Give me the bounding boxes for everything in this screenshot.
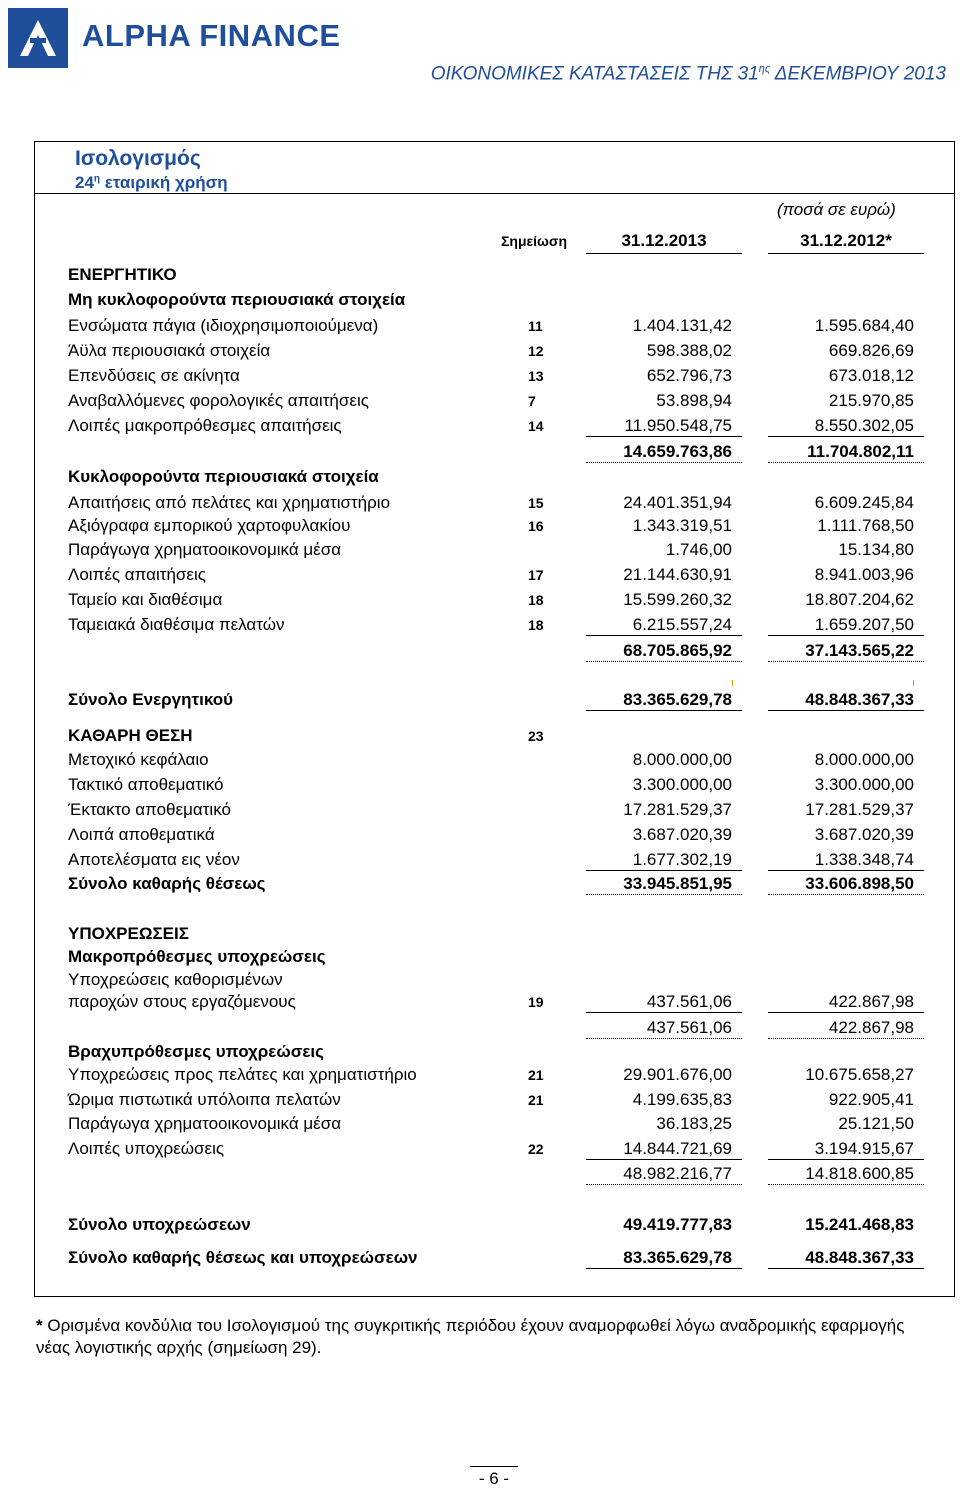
subtotal-underline xyxy=(586,661,742,662)
row-label: Απαιτήσεις από πελάτες και χρηματιστήριο xyxy=(68,493,391,512)
section-header xyxy=(0,290,960,314)
statement-subtitle xyxy=(75,173,228,193)
table-row xyxy=(0,1090,960,1114)
row-note: 15 xyxy=(528,495,544,511)
statement-title: Ισολογισμός xyxy=(75,147,201,170)
subtotal-rule xyxy=(768,635,924,636)
row-label: Ώριμα πιστωτικά υπόλοιπα πελατών xyxy=(68,1090,341,1109)
subtotal-row xyxy=(0,641,960,665)
row-note: 7 xyxy=(528,393,536,409)
table-row xyxy=(0,391,960,415)
row-label: Υποχρεώσεις προς πελάτες και χρηματιστήριο xyxy=(68,1065,417,1084)
alpha-logo xyxy=(8,8,68,68)
subtotal-rule xyxy=(768,870,924,871)
row-label: Μετοχικό κεφάλαιο xyxy=(68,750,209,769)
value-2012: 25.121,50 xyxy=(838,1114,914,1133)
table-row xyxy=(0,516,960,540)
row-label: ΚΑΘΑΡΗ ΘΕΣΗ xyxy=(68,726,193,745)
table-row xyxy=(0,825,960,849)
table-row xyxy=(0,565,960,589)
row-label: Σύνολο καθαρής θέσεως και υποχρεώσεων xyxy=(68,1248,418,1267)
value-2013: 437.561,06 xyxy=(646,992,732,1011)
row-label: Λοιπές μακροπρόθεσμες απαιτήσεις xyxy=(68,416,342,435)
value-2013: 14.659.763,86 xyxy=(623,442,732,461)
value-2013: 68.705.865,92 xyxy=(623,641,732,660)
value-2013: 598.388,02 xyxy=(646,341,732,360)
total-underline xyxy=(768,1268,924,1269)
value-2012: 422.867,98 xyxy=(828,1018,914,1037)
row-label: Έκτακτο αποθεματικό xyxy=(68,800,231,819)
table-row xyxy=(0,1114,960,1138)
row-label: Παράγωγα χρηματοοικονομικά μέσα xyxy=(68,540,342,559)
value-2013: 437.561,06 xyxy=(646,1018,732,1037)
total-underline xyxy=(586,1268,742,1269)
column-header-2013: 31.12.2013 xyxy=(586,231,742,254)
value-2013: 24.401.351,94 xyxy=(623,493,732,512)
value-2012: 17.281.529,37 xyxy=(805,800,914,819)
value-2012: 48.848.367,33 xyxy=(805,690,914,709)
subtotal-rule xyxy=(586,1159,742,1160)
row-label: Σύνολο καθαρής θέσεως xyxy=(68,874,266,893)
alpha-logo-icon xyxy=(8,8,68,68)
row-note: 23 xyxy=(528,728,544,744)
row-label: Αναβαλλόμενες φορολογικές απαιτήσεις xyxy=(68,391,369,410)
row-label: Παράγωγα χρηματοοικονομικά μέσα xyxy=(68,1114,342,1133)
table-row xyxy=(0,540,960,564)
total-row xyxy=(0,1215,960,1239)
section-header xyxy=(0,947,960,971)
subtotal-row xyxy=(0,1164,960,1188)
row-label: Άϋλα περιουσιακά στοιχεία xyxy=(68,341,271,360)
brand-name: ALPHA FINANCE xyxy=(82,18,341,53)
total-underline xyxy=(768,710,924,711)
grand-total-row xyxy=(0,1248,960,1272)
balance-sheet-header xyxy=(35,142,954,194)
subtotal-row xyxy=(0,874,960,898)
value-2012: 33.606.898,50 xyxy=(805,874,914,893)
section-header xyxy=(0,1042,960,1066)
value-2012: 922.905,41 xyxy=(828,1090,914,1109)
value-2013: 83.365.629,78 xyxy=(623,690,732,709)
tick-mark xyxy=(913,680,914,686)
subtotal-row xyxy=(0,1018,960,1042)
footnote-star: * xyxy=(36,1316,43,1335)
value-2012: 1.659.207,50 xyxy=(814,615,914,634)
table-row xyxy=(0,850,960,874)
table-row xyxy=(0,970,960,994)
value-2013: 6.215.557,24 xyxy=(632,615,732,634)
subtotal-underline xyxy=(768,661,924,662)
value-2013: 17.281.529,37 xyxy=(623,800,732,819)
subtotal-rule xyxy=(768,1012,924,1013)
value-2013: 14.844.721,69 xyxy=(623,1139,732,1158)
page-number: - 6 - xyxy=(470,1466,518,1489)
table-row xyxy=(0,615,960,639)
table-row xyxy=(0,590,960,614)
row-label: Σύνολο υποχρεώσεων xyxy=(68,1215,251,1234)
value-2012: 422.867,98 xyxy=(828,992,914,1011)
section-header xyxy=(0,467,960,491)
section-header xyxy=(0,924,960,948)
value-2013: 11.950.548,75 xyxy=(624,416,732,435)
document-title-post: ΔΕΚΕΜΒΡΙΟΥ 2013 xyxy=(770,63,946,85)
value-2012: 8.000.000,00 xyxy=(814,750,914,769)
footnote xyxy=(36,1315,941,1359)
subtotal-underline xyxy=(768,894,924,895)
table-row xyxy=(0,366,960,390)
value-2013: 83.365.629,78 xyxy=(623,1248,732,1267)
row-label: παροχών στους εργαζόμενους xyxy=(68,992,296,1011)
subtotal-rule xyxy=(586,870,742,871)
value-2012: 37.143.565,22 xyxy=(805,641,914,660)
section-header xyxy=(0,265,960,289)
value-2013: 1.677.302,19 xyxy=(632,850,732,869)
row-note: 21 xyxy=(528,1067,544,1083)
value-2012: 669.826,69 xyxy=(828,341,914,360)
row-label: Ταμείο και διαθέσιμα xyxy=(68,590,223,609)
table-row xyxy=(0,1139,960,1163)
subtotal-underline xyxy=(586,1038,742,1039)
table-row xyxy=(0,493,960,517)
value-2012: 1.338.348,74 xyxy=(814,850,914,869)
document-title xyxy=(431,63,946,85)
table-row xyxy=(0,992,960,1016)
row-label: Κυκλοφορούντα περιουσιακά στοιχεία xyxy=(68,467,379,486)
value-2012: 3.194.915,67 xyxy=(814,1139,914,1158)
value-2013: 48.982.216,77 xyxy=(623,1164,732,1183)
tick-mark xyxy=(732,680,733,686)
subtotal-underline xyxy=(586,462,742,463)
row-label: ΥΠΟΧΡΕΩΣΕΙΣ xyxy=(68,924,189,943)
value-2013: 33.945.851,95 xyxy=(623,874,732,893)
column-header-note: Σημείωση xyxy=(501,233,568,249)
row-label: Επενδύσεις σε ακίνητα xyxy=(68,366,240,385)
row-note: 16 xyxy=(528,518,544,534)
value-2012: 6.609.245,84 xyxy=(814,493,914,512)
row-note: 14 xyxy=(528,418,544,434)
amount-unit-note: (ποσά σε ευρώ) xyxy=(777,200,896,219)
subtotal-rule xyxy=(586,1012,742,1013)
value-2013: 1.404.131,42 xyxy=(632,316,732,335)
value-2013: 4.199.635,83 xyxy=(632,1090,732,1109)
subtotal-rule xyxy=(768,436,924,437)
row-label: Λοιπές υποχρεώσεις xyxy=(68,1139,225,1158)
subtotal-rule xyxy=(586,635,742,636)
row-note: 17 xyxy=(528,567,544,583)
row-label: Λοιπές απαιτήσεις xyxy=(68,565,206,584)
row-label: Υποχρεώσεις καθορισμένων xyxy=(68,970,283,989)
value-2013: 49.419.777,83 xyxy=(623,1215,732,1234)
value-2012: 673.018,12 xyxy=(828,366,914,385)
row-label: Τακτικό αποθεματικό xyxy=(68,775,224,794)
value-2013: 1.343.319,51 xyxy=(632,516,732,535)
total-underline xyxy=(586,710,742,711)
row-label: Αποτελέσματα εις νέον xyxy=(68,850,240,869)
column-header-2012: 31.12.2012* xyxy=(768,231,924,254)
subtotal-underline xyxy=(586,894,742,895)
value-2012: 18.807.204,62 xyxy=(805,590,914,609)
value-2013: 53.898,94 xyxy=(656,391,732,410)
table-row xyxy=(0,416,960,440)
table-row xyxy=(0,341,960,365)
subtotal-rule xyxy=(586,436,742,437)
value-2013: 36.183,25 xyxy=(656,1114,732,1133)
subtotal-rule xyxy=(768,1159,924,1160)
subtitle-text: εταιρική χρήση xyxy=(100,173,228,192)
value-2012: 11.704.802,11 xyxy=(807,442,914,461)
row-label: Αξιόγραφα εμπορικού χαρτοφυλακίου xyxy=(68,516,351,535)
table-row xyxy=(0,775,960,799)
row-note: 18 xyxy=(528,592,544,608)
subtotal-row xyxy=(0,442,960,466)
value-2013: 1.746,00 xyxy=(665,540,732,559)
row-note: 12 xyxy=(528,343,544,359)
document-title-pre: ΟΙΚΟΝΟΜΙΚΕΣ ΚΑΤΑΣΤΑΣΕΙΣ ΤΗΣ 31 xyxy=(430,63,759,85)
value-2013: 29.901.676,00 xyxy=(623,1065,732,1084)
value-2013: 3.300.000,00 xyxy=(632,775,732,794)
row-label: Μακροπρόθεσμες υποχρεώσεις xyxy=(68,947,326,966)
table-row xyxy=(0,750,960,774)
row-label: Βραχυπρόθεσμες υποχρεώσεις xyxy=(68,1042,324,1061)
row-label: Σύνολο Ενεργητικού xyxy=(68,690,234,709)
row-note: 21 xyxy=(528,1092,544,1108)
value-2012: 15.134,80 xyxy=(838,540,914,559)
row-note: 18 xyxy=(528,617,544,633)
value-2012: 10.675.658,27 xyxy=(805,1065,914,1084)
document-title-sup: ης xyxy=(758,63,771,75)
value-2012: 48.848.367,33 xyxy=(805,1248,914,1267)
total-row xyxy=(0,690,960,714)
value-2012: 15.241.468,83 xyxy=(805,1215,914,1234)
value-2012: 215.970,85 xyxy=(828,391,914,410)
row-note: 11 xyxy=(528,318,543,334)
section-header xyxy=(0,726,960,750)
value-2013: 21.144.630,91 xyxy=(623,565,732,584)
value-2012: 3.300.000,00 xyxy=(814,775,914,794)
row-note: 13 xyxy=(528,368,544,384)
value-2012: 1.111.768,50 xyxy=(817,516,914,535)
row-label: Ταμειακά διαθέσιμα πελατών xyxy=(68,615,285,634)
subtotal-underline xyxy=(768,1038,924,1039)
value-2012: 1.595.684,40 xyxy=(814,316,914,335)
value-2013: 8.000.000,00 xyxy=(632,750,732,769)
value-2013: 15.599.260,32 xyxy=(623,590,732,609)
table-row xyxy=(0,800,960,824)
row-label: Μη κυκλοφορούντα περιουσιακά στοιχεία xyxy=(68,290,406,309)
row-label: Λοιπά αποθεματικά xyxy=(68,825,215,844)
row-label: ΕΝΕΡΓΗΤΙΚΟ xyxy=(68,265,177,284)
row-note: 22 xyxy=(528,1141,544,1157)
subtotal-underline xyxy=(768,462,924,463)
value-2013: 3.687.020,39 xyxy=(632,825,732,844)
row-label: Ενσώματα πάγια (ιδιοχρησιμοποιούμενα) xyxy=(68,316,379,335)
value-2012: 3.687.020,39 xyxy=(814,825,914,844)
subtotal-underline xyxy=(586,1184,742,1185)
value-2013: 652.796,73 xyxy=(646,366,732,385)
footnote-text: Ορισμένα κονδύλια του Ισολογισμού της συγκριτικής περιόδου έχουν αναμορφωθεί λόγω αναδρομικής εφαρμογής νέας λογιστικής αρχής (σημείωση 29). xyxy=(36,1316,905,1357)
value-2012: 14.818.600,85 xyxy=(805,1164,914,1183)
value-2012: 8.550.302,05 xyxy=(814,416,914,435)
value-2012: 8.941.003,96 xyxy=(814,565,914,584)
row-note: 19 xyxy=(528,994,544,1010)
table-row xyxy=(0,1065,960,1089)
subtotal-underline xyxy=(768,1184,924,1185)
subtitle-number: 24 xyxy=(75,173,94,192)
table-row xyxy=(0,316,960,340)
subtitle-sup: η xyxy=(93,173,101,185)
